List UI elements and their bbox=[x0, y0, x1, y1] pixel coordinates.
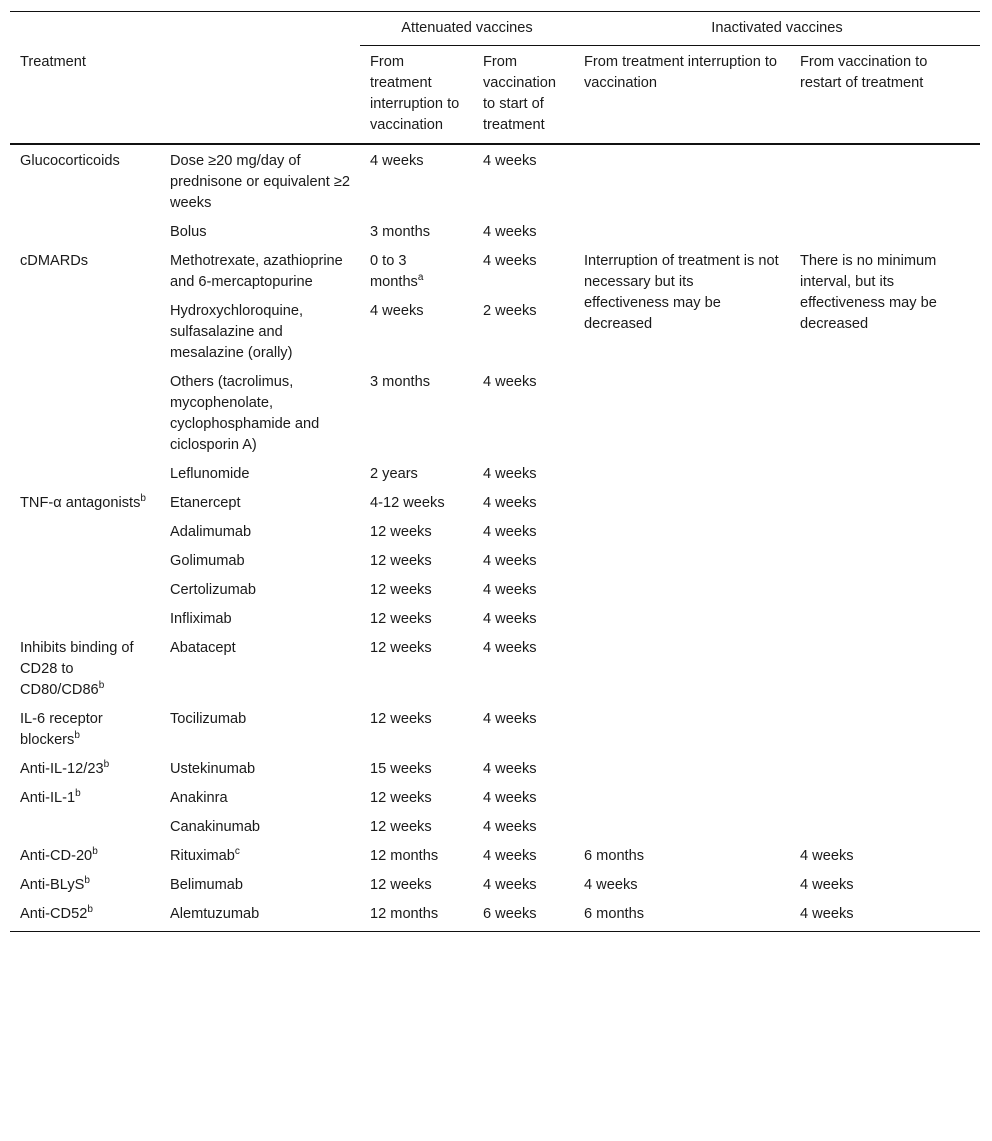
inact-restart-note-cell: There is no minimum interval, but its effectiveness may be decreased bbox=[800, 253, 937, 332]
footnote-marker: b bbox=[103, 759, 110, 771]
inact-restart-cell: 4 weeks bbox=[790, 898, 980, 932]
footnote-marker: b bbox=[98, 680, 105, 692]
att-interruption-cell: 12 months bbox=[360, 898, 473, 932]
att-interruption-header: From treatment interruption to vaccination bbox=[360, 46, 473, 145]
inact-restart-header: From vaccination to restart of treatment bbox=[790, 46, 980, 145]
drug-cell: Hydroxychloroquine, sulfasalazine and mesalazine (orally) bbox=[170, 303, 304, 361]
att-start-cell: 4 weeks bbox=[483, 253, 537, 269]
table-row bbox=[10, 216, 980, 245]
drug-cell: Canakinumab bbox=[170, 819, 261, 835]
attenuated-vaccines-header: Attenuated vaccines bbox=[360, 12, 574, 46]
inact-interruption-note-cell: Interruption of treatment is not necessary but its effectiveness may be decreased bbox=[584, 253, 779, 332]
treatment-group-cell: Anti-IL-12/23$^b$ bbox=[20, 759, 110, 777]
treatment-group-cell: Anti-CD52$^b$ bbox=[10, 898, 160, 932]
drug-cell: Belimumab bbox=[170, 877, 243, 893]
att-start-cell: 4 weeks bbox=[483, 761, 537, 777]
drug-cell: Golimumab bbox=[170, 553, 245, 569]
drug-cell: Ustekinumab bbox=[170, 761, 256, 777]
drug-cell: Etanercept bbox=[170, 495, 241, 511]
att-interruption-cell: 12 weeks bbox=[370, 524, 432, 540]
att-start-cell: 4 weeks bbox=[483, 553, 537, 569]
treatment-group-cell: Glucocorticoids bbox=[20, 153, 120, 169]
vaccination-interval-table bbox=[10, 11, 980, 932]
att-start-cell: 4 weeks bbox=[483, 819, 537, 835]
treatment-group-cell bbox=[10, 216, 160, 245]
footnote-marker: b bbox=[75, 788, 81, 800]
table-row bbox=[10, 898, 980, 932]
att-start-cell: 4 weeks bbox=[483, 790, 537, 806]
drug-cell: Methotrexate, azathioprine and 6-mercaptopurine bbox=[170, 253, 343, 290]
treatment-group-cell bbox=[10, 366, 160, 458]
inact-interruption-cell: 6 months bbox=[584, 848, 645, 864]
footnote-marker: b bbox=[84, 875, 90, 887]
att-start-cell: 4 weeks bbox=[483, 466, 537, 482]
table-row bbox=[10, 869, 980, 898]
treatment-group-cell: cDMARDs bbox=[20, 253, 89, 269]
table-body bbox=[10, 144, 980, 932]
drug-cell: Tocilizumab bbox=[170, 711, 247, 727]
vaccination-table-container bbox=[10, 11, 980, 932]
att-start-cell: 4 weeks bbox=[483, 640, 537, 656]
treatment-group-cell bbox=[10, 295, 160, 366]
footnote-marker: b bbox=[92, 846, 98, 858]
att-start-cell: 4 weeks bbox=[483, 524, 537, 540]
drug-cell: Dose ≥20 mg/day of prednisone or equivalent ≥2 weeks bbox=[170, 153, 351, 211]
att-interruption-cell: 0 to 3 months$^a$ bbox=[370, 253, 424, 290]
table-row bbox=[10, 840, 980, 869]
att-interruption-cell: 3 months bbox=[370, 224, 431, 240]
table-row bbox=[10, 144, 980, 216]
drug-cell: Leflunomide bbox=[170, 466, 250, 482]
footnote-marker: b bbox=[74, 730, 80, 742]
treatment-group-cell bbox=[10, 545, 160, 574]
drug-cell: Bolus bbox=[170, 224, 207, 240]
empty-header-cell bbox=[160, 12, 360, 46]
att-start-cell: 4 weeks bbox=[483, 374, 537, 390]
drug-cell: Rituximab$^c$ bbox=[170, 846, 240, 864]
inact-interruption-cell: 4 weeks bbox=[584, 877, 638, 893]
inact-restart-cell: 4 weeks bbox=[800, 848, 854, 864]
att-interruption-cell: 3 months bbox=[370, 374, 431, 390]
att-start-header: From vaccination to start of treatment bbox=[473, 46, 574, 145]
drug-cell: Alemtuzumab bbox=[160, 898, 360, 932]
treatment-group-cell bbox=[10, 603, 160, 632]
att-interruption-cell: 12 weeks bbox=[370, 553, 432, 569]
empty-header-cell bbox=[10, 12, 160, 46]
column-header-row bbox=[10, 46, 980, 145]
inactivated-vaccines-header: Inactivated vaccines bbox=[574, 12, 980, 46]
inact-interruption-cell: 6 months bbox=[574, 898, 790, 932]
att-interruption-cell: 12 weeks bbox=[370, 611, 432, 627]
att-interruption-cell: 4 weeks bbox=[370, 153, 424, 169]
drug-cell: Abatacept bbox=[170, 640, 236, 656]
table-row bbox=[10, 245, 980, 295]
treatment-group-cell: TNF-α antagonists$^b$ bbox=[20, 493, 146, 511]
att-start-cell: 2 weeks bbox=[483, 303, 537, 319]
treatment-group-cell bbox=[10, 574, 160, 603]
att-start-cell: 4 weeks bbox=[483, 711, 537, 727]
att-interruption-cell: 12 weeks bbox=[370, 819, 432, 835]
treatment-group-cell: Inhibits binding of CD28 to CD80/CD86$^b$ bbox=[20, 640, 134, 698]
att-start-cell: 4 weeks bbox=[483, 495, 537, 511]
att-start-cell: 6 weeks bbox=[473, 898, 574, 932]
inact-restart-cell bbox=[790, 216, 980, 245]
att-interruption-cell: 12 weeks bbox=[370, 640, 432, 656]
att-start-cell: 4 weeks bbox=[483, 224, 537, 240]
footnote-marker: c bbox=[234, 846, 240, 858]
treatment-group-cell: Anti-BLyS$^b$ bbox=[20, 875, 90, 893]
att-interruption-cell: 12 weeks bbox=[370, 582, 432, 598]
drug-cell: Anakinra bbox=[170, 790, 228, 806]
att-interruption-cell: 12 weeks bbox=[370, 790, 432, 806]
drug-cell: Infliximab bbox=[170, 611, 232, 627]
att-interruption-cell: 4 weeks bbox=[370, 303, 424, 319]
drug-cell: Adalimumab bbox=[170, 524, 252, 540]
footnote-marker: b bbox=[87, 904, 93, 916]
treatment-group-cell bbox=[10, 516, 160, 545]
treatment-group-cell: Anti-CD-20$^b$ bbox=[20, 846, 98, 864]
treatment-group-cell: Anti-IL-1$^b$ bbox=[20, 788, 81, 806]
att-interruption-cell: 12 weeks bbox=[370, 711, 432, 727]
att-start-cell: 4 weeks bbox=[483, 582, 537, 598]
footnote-marker: a bbox=[417, 272, 424, 284]
inact-restart-cell bbox=[790, 144, 980, 216]
att-interruption-cell: 12 months bbox=[370, 848, 439, 864]
att-start-cell: 4 weeks bbox=[483, 611, 537, 627]
group-header-row bbox=[10, 12, 980, 46]
footnote-marker: b bbox=[140, 493, 146, 505]
inact-interruption-header: From treatment interruption to vaccination bbox=[574, 46, 790, 145]
att-interruption-cell: 15 weeks bbox=[370, 761, 432, 777]
treatment-group-cell bbox=[10, 458, 160, 487]
treatment-group-cell: IL-6 receptor blockers$^b$ bbox=[20, 711, 103, 748]
treatment-group-cell bbox=[10, 811, 160, 840]
att-interruption-cell: 12 weeks bbox=[370, 877, 432, 893]
inact-restart-cell: 4 weeks bbox=[800, 877, 854, 893]
inact-interruption-cell bbox=[574, 216, 790, 245]
drug-cell: Certolizumab bbox=[170, 582, 256, 598]
inact-interruption-cell bbox=[574, 144, 790, 216]
att-interruption-cell: 2 years bbox=[370, 466, 418, 482]
att-start-cell: 4 weeks bbox=[483, 848, 537, 864]
att-start-cell: 4 weeks bbox=[483, 877, 537, 893]
treatment-header: Treatment bbox=[10, 46, 360, 145]
att-interruption-cell: 4-12 weeks bbox=[370, 495, 445, 511]
drug-cell: Others (tacrolimus, mycophenolate, cyclophosphamide and ciclosporin A) bbox=[170, 374, 320, 453]
att-start-cell: 4 weeks bbox=[483, 153, 537, 169]
